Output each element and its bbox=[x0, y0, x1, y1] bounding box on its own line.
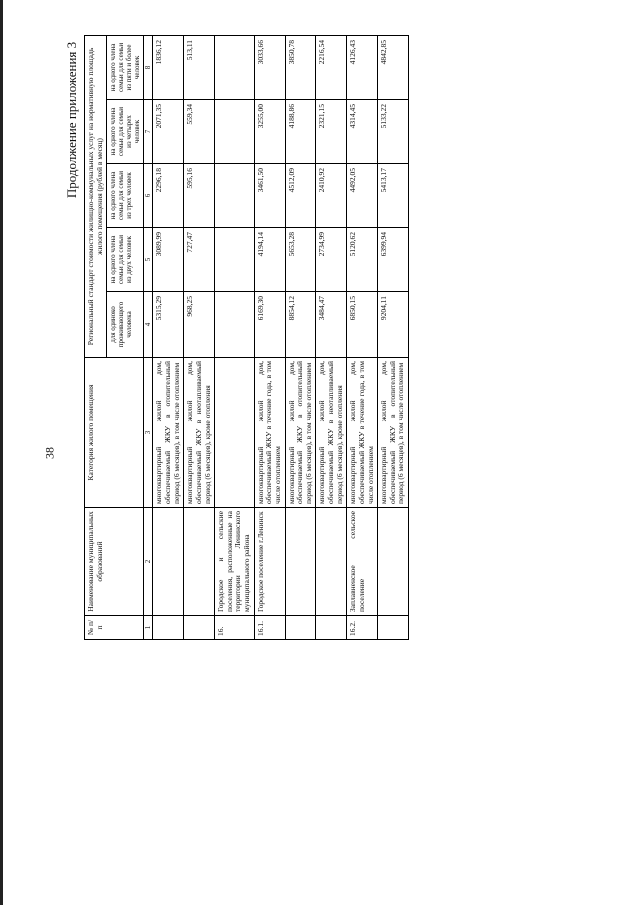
col-index: 4 bbox=[144, 292, 153, 358]
row-value: 2734,99 bbox=[316, 228, 347, 292]
row-value: 4842,85 bbox=[378, 35, 409, 99]
row-value: 5120,62 bbox=[347, 228, 378, 292]
row-value: 2296,18 bbox=[153, 164, 184, 228]
row-name bbox=[153, 508, 184, 616]
row-value: 4512,09 bbox=[285, 164, 316, 228]
table-row bbox=[378, 35, 409, 639]
row-category: многоквартирный жилой дом, обеспечиваемый ЖКУ в течение года, в том числе отоплением bbox=[254, 358, 285, 508]
col-index: 1 bbox=[144, 616, 153, 640]
row-value: 513,11 bbox=[184, 35, 215, 99]
row-name bbox=[378, 508, 409, 616]
row-value: 2321,15 bbox=[316, 100, 347, 164]
col-index: 2 bbox=[144, 508, 153, 616]
col-index: 3 bbox=[144, 358, 153, 508]
header-category: Категория жилого помещения bbox=[85, 358, 144, 508]
row-value bbox=[215, 292, 255, 358]
header-standard: Региональный стандарт стоимости жилищно-коммунальных услуг на нормативную площадь жилого помещения (рублей в месяц) bbox=[85, 35, 107, 357]
row-name bbox=[285, 508, 316, 616]
row-category: многоквартирный жилой дом, обеспечиваемый ЖКУ в течение года, в том числе отоплением bbox=[347, 358, 378, 508]
standards-table bbox=[84, 35, 409, 640]
row-value: 4126,43 bbox=[347, 35, 378, 99]
col-index: 5 bbox=[144, 228, 153, 292]
col-index: 8 bbox=[144, 35, 153, 99]
appendix-title: Продолжение приложения 3 bbox=[64, 41, 79, 199]
row-name: Городское и сельские поселения, расположенные на территории Ленинского муниципального района bbox=[215, 508, 255, 616]
row-category: многоквартирный жилой дом, обеспечиваемый ЖКУ в неотапливаемый период (6 месяцев), кроме отопления bbox=[316, 358, 347, 508]
row-value: 3484,47 bbox=[316, 292, 347, 358]
row-value: 595,16 bbox=[184, 164, 215, 228]
row-no bbox=[153, 616, 184, 640]
row-value bbox=[215, 164, 255, 228]
header-no: № п/п bbox=[85, 616, 144, 640]
table-row bbox=[347, 35, 378, 639]
row-value: 3461,50 bbox=[254, 164, 285, 228]
row-no bbox=[184, 616, 215, 640]
row-category: многоквартирный жилой дом, обеспечиваемый ЖКУ в отопительный период (6 месяцев), в том числе отоплением bbox=[153, 358, 184, 508]
row-value: 9204,11 bbox=[378, 292, 409, 358]
header-sub-5: на одного члена семьи для семьи из пяти и более человек bbox=[107, 35, 144, 99]
page-number: 38 bbox=[42, 447, 57, 459]
row-value: 6169,30 bbox=[254, 292, 285, 358]
table-row bbox=[153, 35, 184, 639]
row-value: 2216,54 bbox=[316, 35, 347, 99]
row-no bbox=[316, 616, 347, 640]
row-value bbox=[215, 35, 255, 99]
row-value: 6850,15 bbox=[347, 292, 378, 358]
scan-edge bbox=[0, 0, 3, 905]
row-no: 16.1. bbox=[254, 616, 285, 640]
row-value: 3850,78 bbox=[285, 35, 316, 99]
table-row bbox=[215, 35, 255, 639]
row-no: 16. bbox=[215, 616, 255, 640]
row-value bbox=[215, 228, 255, 292]
row-no bbox=[285, 616, 316, 640]
row-value: 4194,14 bbox=[254, 228, 285, 292]
row-value: 5133,22 bbox=[378, 100, 409, 164]
header-sub-1: для одиноко проживающего человека bbox=[107, 292, 144, 358]
header-sub-4: на одного члена семьи для семьи из четырех человек bbox=[107, 100, 144, 164]
header-sub-3: на одного члена семьи для семьи из трех человек bbox=[107, 164, 144, 228]
row-value: 5413,17 bbox=[378, 164, 409, 228]
row-value: 3255,00 bbox=[254, 100, 285, 164]
row-category: многоквартирный жилой дом, обеспечиваемый ЖКУ в неотапливаемый период (6 месяцев), кроме отопления bbox=[184, 358, 215, 508]
row-value: 6399,94 bbox=[378, 228, 409, 292]
row-value: 727,47 bbox=[184, 228, 215, 292]
row-value bbox=[215, 100, 255, 164]
row-value: 4314,45 bbox=[347, 100, 378, 164]
row-category bbox=[215, 358, 255, 508]
row-category: многоквартирный жилой дом, обеспечиваемый ЖКУ в отопительный период (6 месяцев), в том числе отоплением bbox=[285, 358, 316, 508]
row-value: 559,34 bbox=[184, 100, 215, 164]
row-value: 3033,66 bbox=[254, 35, 285, 99]
row-value: 1836,12 bbox=[153, 35, 184, 99]
row-name: Городское поселение г.Ленинск bbox=[254, 508, 285, 616]
row-value: 3089,99 bbox=[153, 228, 184, 292]
row-no: 16.2. bbox=[347, 616, 378, 640]
row-value: 4492,05 bbox=[347, 164, 378, 228]
header-name: Наименование муниципальных образований bbox=[85, 508, 144, 616]
row-name bbox=[184, 508, 215, 616]
col-index: 6 bbox=[144, 164, 153, 228]
table-row bbox=[184, 35, 215, 639]
table-row bbox=[285, 35, 316, 639]
row-value: 968,25 bbox=[184, 292, 215, 358]
row-name: Заплавненское сельское поселение bbox=[347, 508, 378, 616]
row-value: 8854,12 bbox=[285, 292, 316, 358]
row-name bbox=[316, 508, 347, 616]
row-value: 5315,29 bbox=[153, 292, 184, 358]
table-row bbox=[254, 35, 285, 639]
table-row bbox=[316, 35, 347, 639]
header-sub-2: на одного члена семьи для семьи из двух человек bbox=[107, 228, 144, 292]
col-index: 7 bbox=[144, 100, 153, 164]
row-value: 5653,28 bbox=[285, 228, 316, 292]
row-value: 4188,86 bbox=[285, 100, 316, 164]
document-page bbox=[84, 36, 444, 640]
row-value: 2410,92 bbox=[316, 164, 347, 228]
row-value: 2071,35 bbox=[153, 100, 184, 164]
row-category: многоквартирный жилой дом, обеспечиваемый ЖКУ в отопительный период (6 месяцев), в том числе отоплением bbox=[378, 358, 409, 508]
row-no bbox=[378, 616, 409, 640]
